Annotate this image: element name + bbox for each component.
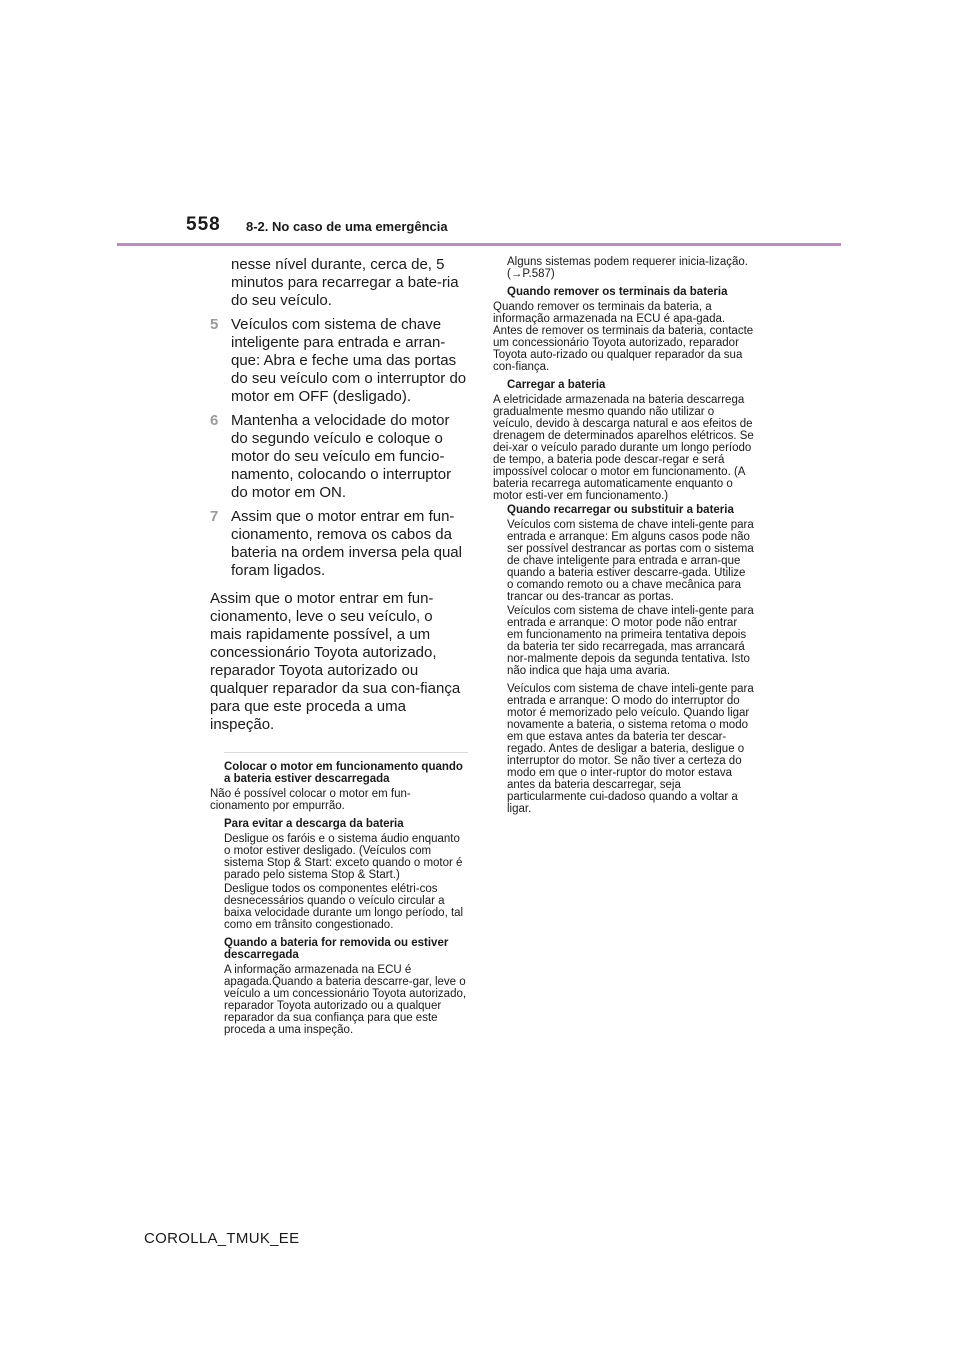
step-4-continuation: nesse nível durante, cerca de, 5 minutos para recarregar a bate-ria do seu veículo. [231,256,459,309]
note-heading-avoid-discharge: Para evitar a descarga da bateria [224,818,404,830]
note-heading-battery-removed: Quando a bateria for removida ou estiver descarregada [224,937,449,961]
inspection-paragraph: Assim que o motor entrar em fun-cionamento, leve o seu veículo, o mais rapidamente possível, a um concessionário Toyota autorizado, reparador Toyota autorizado ou qualquer reparador da sua con-fiança para que este proceda a uma inspeção. [210,590,461,733]
note-text-recharge-replace-1: Veículos com sistema de chave inteli-gente para entrada e arranque: Em alguns casos pode não ser possível destrancar as portas com o sistema de chave inteligente para entrada e arran-que quando a bateria estiver descarre-gada. Utilize o comando remoto ou a chave mecânica para trancar ou des-trancar as portas. [507,519,754,603]
note-divider [224,752,468,753]
header-rule [117,243,841,246]
page-number: 558 [186,214,221,235]
note-text-recharge-replace-3: Veículos com sistema de chave inteli-gente para entrada e arranque: O modo do interruptor do motor é memorizado pelo veículo. Quando ligar novamente a bateria, o sistema retoma o modo em que estava antes da bateria ter descar-regado. Antes de desligar a bateria, desligue o interruptor do motor. Se não tiver a certeza do modo em que o inter-ruptor do motor estava antes da bateria descarregar, seja particularmente cui-dadoso quando a voltar a ligar. [507,683,754,815]
note-text-avoid-discharge-2: Desligue todos os componentes elétri-cos desnecessários quando o veículo circular a baixa velocidade durante um longo período, tal como em trânsito congestionado. [224,883,464,931]
step-7-number: 7 [210,508,219,525]
note-text-avoid-discharge-1: Desligue os faróis e o sistema áudio enquanto o motor estiver desligado. (Veículos com sistema Stop & Start: exceto quando o motor é parado pelo sistema Stop & Start.) [224,833,463,881]
right-column [493,256,755,821]
note-text-battery-removed: A informação armazenada na ECU é apagada.Quando a bateria descarre-gar, leve o veículo a um concessionário Toyota autorizado, reparador Toyota autorizado ou a qualquer reparador da sua confiança para que este proceda a uma inspeção. [224,964,467,1036]
left-column [210,256,468,1042]
step-5-number: 5 [210,316,219,333]
note-heading-charge-battery: Carregar a bateria [507,379,606,391]
note-text-charge-battery: A eletricidade armazenada na bateria descarrega gradualmente mesmo quando não utilizar o veículo, devido à descarga natural e aos efeitos de drenagem de determinados aparelhos elétricos. Se dei-xar o veículo parado durante um longo período de tempo, a bateria pode descar-regar e será impossível colocar o motor em funcionamento. (A bateria recarrega automaticamente enquanto o motor esti-ver em funcionamento.) [493,394,754,502]
note-heading-recharge-replace: Quando recarregar ou substituir a bateria [507,504,734,516]
step-6 [210,412,468,502]
note-text-recharge-replace-2: Veículos com sistema de chave inteli-gente para entrada e arranque: O motor pode não entrar em funcionamento na primeira tentativa depois da bateria ter sido recarregada, mas arrancará nor-malmente depois da segunda tentativa. Isto não indica que haja uma avaria. [507,605,754,677]
footer-code: COROLLA_TMUK_EE [144,1230,300,1247]
note-heading-remove-terminals: Quando remover os terminais da bateria [507,286,728,298]
note-heading-start-engine: Colocar o motor em funcionamento quando a bateria estiver descarregada [224,761,463,785]
step-7 [210,508,468,580]
step-6-text: Mantenha a velocidade do motor do segundo veículo e coloque o motor do seu veículo em funcio-namento, colocando o interruptor do motor em ON. [231,412,452,501]
step-7-text: Assim que o motor entrar em fun-cionamento, remova os cabos da bateria na ordem inversa pela qual foram ligados. [231,508,462,579]
note-text-start-engine: Não é possível colocar o motor em fun-cionamento por empurrão. [210,788,411,812]
step-6-number: 6 [210,412,219,429]
step-5-text: Veículos com sistema de chave inteligente para entrada e arran-que: Abra e feche uma das portas do seu veículo com o interruptor do motor em OFF (desligado). [231,316,467,405]
section-title: 8-2. No caso de uma emergência [246,219,448,234]
note-text-remove-terminals: Quando remover os terminais da bateria, a informação armazenada na ECU é apa-gada. Antes de remover os terminais da bateria, contacte um concessionário Toyota autorizado, reparador Toyota auto-rizado ou qualquer reparador da sua con-fiança. [493,301,754,373]
note-text-battery-removed-cont: Alguns sistemas podem requerer inicia-lização. (→P.587) [507,256,748,280]
step-5 [210,316,468,406]
